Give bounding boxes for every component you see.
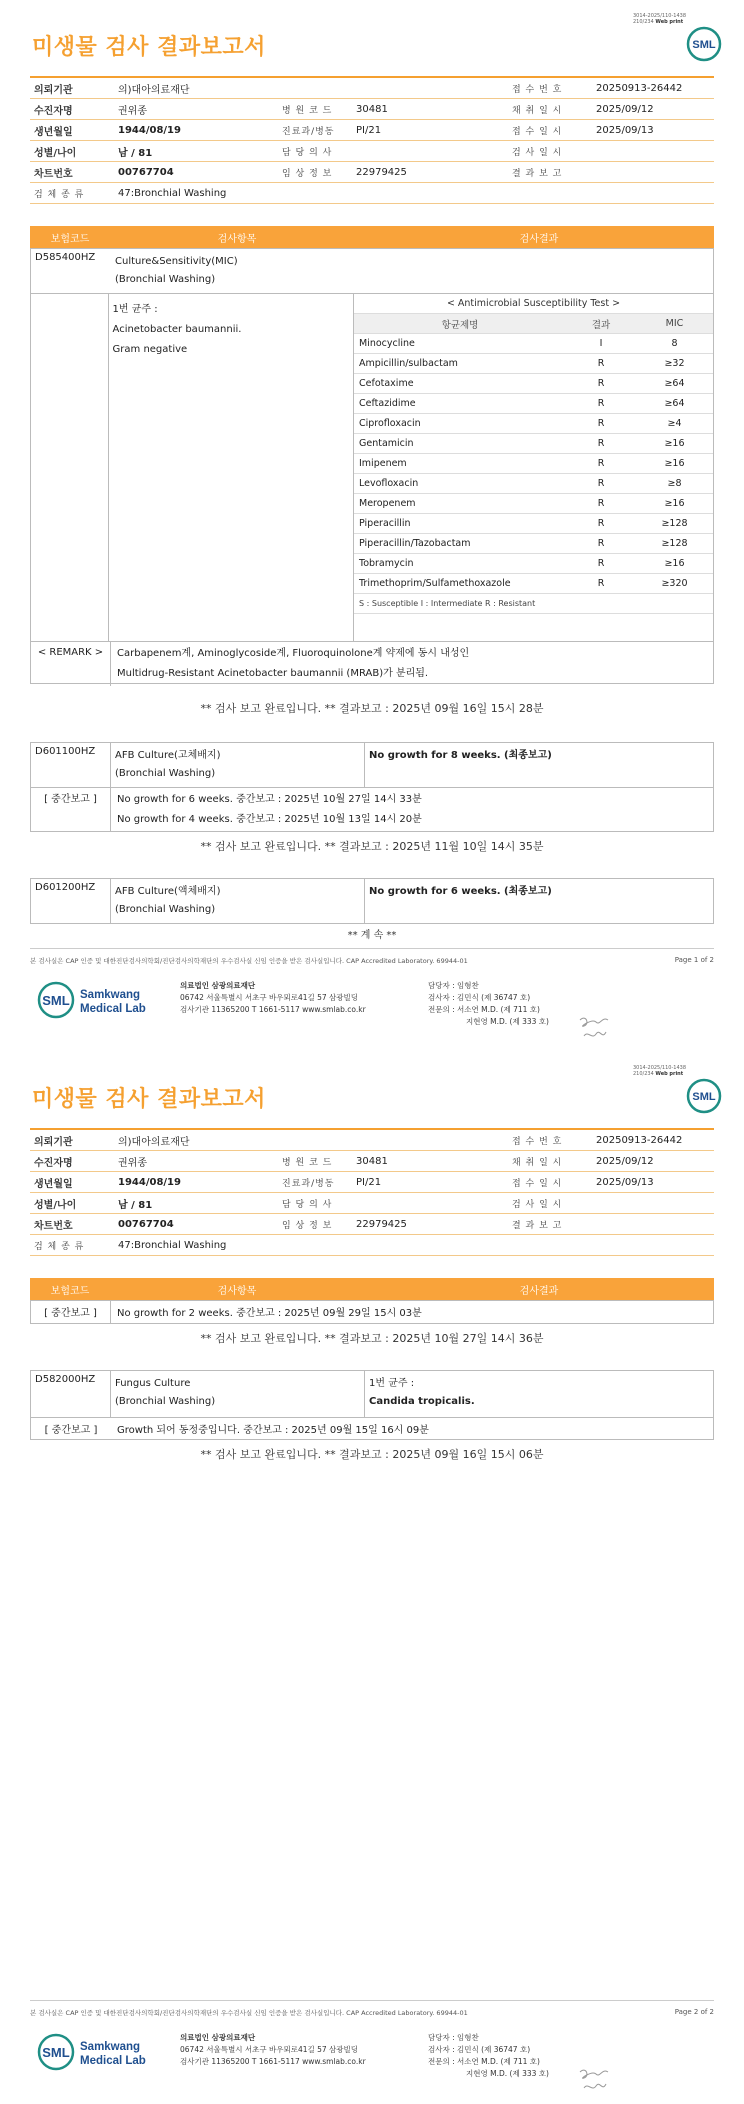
ast-mic: ≥4 bbox=[636, 414, 713, 434]
info-row bbox=[30, 183, 714, 204]
ast-row bbox=[354, 414, 713, 434]
samkwang-logo-icon bbox=[36, 980, 156, 1020]
info-label: 채 취 일 시 bbox=[508, 99, 592, 120]
test-result: No growth for 6 weeks. (최종보고) bbox=[369, 886, 552, 897]
info-label: 생년월일 bbox=[30, 120, 114, 141]
info-value: 권위종 bbox=[114, 99, 278, 120]
ast-result: R bbox=[566, 434, 636, 454]
test-code: D601200HZ bbox=[31, 879, 111, 923]
test-code: D582000HZ bbox=[31, 1371, 111, 1417]
signatory: 검사자 : 김민식 (제 36747 호) bbox=[428, 2045, 531, 2054]
interim-line: Growth 되어 동정중입니다. 중간보고 : 2025년 09월 15일 16시 09분 bbox=[117, 1425, 429, 1436]
signatory: 검사자 : 김민식 (제 36747 호) bbox=[428, 993, 531, 1002]
ast-mic: ≥320 bbox=[636, 574, 713, 594]
organism-name: Candida tropicalis. bbox=[369, 1396, 475, 1407]
header-code: 보험코드 bbox=[50, 233, 90, 245]
info-value: 남 / 81 bbox=[114, 1193, 278, 1214]
signatory: 전문의 : 서소연 M.D. (제 711 호) bbox=[428, 1005, 540, 1014]
test-specimen: (Bronchial Washing) bbox=[115, 1396, 216, 1407]
lab-contact: 검사기관 11365200 T 1661-5117 www.smlab.co.kr bbox=[180, 1005, 366, 1014]
ast-result: R bbox=[566, 354, 636, 374]
ast-drug: Gentamicin bbox=[354, 434, 566, 454]
ast-row bbox=[354, 574, 713, 594]
test-code: D585400HZ bbox=[35, 252, 96, 263]
ast-mic: ≥64 bbox=[636, 394, 713, 414]
signature-icon bbox=[578, 2062, 612, 2096]
lab-contact: 검사기관 11365200 T 1661-5117 www.smlab.co.kr bbox=[180, 2057, 366, 2066]
svg-text:Medical Lab: Medical Lab bbox=[80, 1003, 146, 1015]
info-value: 20250913-26442 bbox=[592, 1129, 714, 1151]
web-print-label: Web print bbox=[655, 19, 684, 25]
web-print-label: Web print bbox=[655, 1071, 684, 1077]
page-number: Page 2 of 2 bbox=[674, 2008, 714, 2016]
lab-address: 06742 서울특별시 서초구 바우뫼로41길 57 삼광빌딩 bbox=[180, 993, 359, 1002]
info-label: 성별/나이 bbox=[30, 1193, 114, 1214]
ast-drug: Ampicillin/sulbactam bbox=[354, 354, 566, 374]
info-label: 접 수 일 시 bbox=[508, 120, 592, 141]
ast-row bbox=[354, 334, 713, 354]
info-value bbox=[592, 141, 714, 162]
continued-note: ** 계 속 ** bbox=[347, 930, 397, 941]
info-label: 접 수 번 호 bbox=[508, 1129, 592, 1151]
ast-result: R bbox=[566, 574, 636, 594]
footer-accreditation: 본 검사실은 CAP 인증 및 대한진단검사의학회/진단검사의학재단의 우수검사실 신임 인증을 받은 검사실입니다. CAP Accredited Laboratory. 69944-01 bbox=[30, 2009, 468, 2017]
info-value bbox=[592, 1214, 714, 1235]
info-label: 진료과/병동 bbox=[278, 120, 352, 141]
info-value: PI/21 bbox=[352, 1172, 508, 1193]
remark-line: Multidrug-Resistant Acinetobacter baumannii (MRAB)가 분리됨. bbox=[117, 668, 429, 679]
svg-text:SML: SML bbox=[42, 2045, 70, 2060]
interim-label: [ 중간보고 ] bbox=[44, 1425, 98, 1436]
info-value: 22979425 bbox=[352, 1214, 508, 1235]
svg-text:SML: SML bbox=[692, 1091, 716, 1103]
info-label: 병 원 코 드 bbox=[278, 99, 352, 120]
info-value bbox=[592, 1193, 714, 1214]
info-label: 담 당 의 사 bbox=[278, 1193, 352, 1214]
info-value: 의)대아의료재단 bbox=[114, 77, 508, 99]
ast-result: R bbox=[566, 474, 636, 494]
result-section-header bbox=[30, 226, 714, 248]
test-name: Fungus Culture bbox=[115, 1378, 191, 1389]
ast-row bbox=[354, 374, 713, 394]
signatory: 전문의 : 서소연 M.D. (제 711 호) bbox=[428, 2057, 540, 2066]
svg-text:Samkwang: Samkwang bbox=[80, 989, 141, 1001]
info-label: 임 상 정 보 bbox=[278, 1214, 352, 1235]
organism-name: Acinetobacter baumannii. bbox=[112, 324, 242, 335]
info-label: 검 체 종 류 bbox=[30, 183, 114, 204]
signatories bbox=[428, 980, 549, 1028]
info-value: 20250913-26442 bbox=[592, 77, 714, 99]
info-row bbox=[30, 77, 714, 99]
signatory: 담당자 : 임형찬 bbox=[428, 981, 479, 990]
info-label: 차트번호 bbox=[30, 162, 114, 183]
ast-drug: Piperacillin/Tazobactam bbox=[354, 534, 566, 554]
interim-label: [ 중간보고 ] bbox=[31, 1301, 111, 1323]
header-result: 검사결과 bbox=[519, 233, 559, 245]
interim-line: No growth for 2 weeks. 중간보고 : 2025년 09월 29일 15시 03분 bbox=[117, 1308, 422, 1319]
lab-address: 06742 서울특별시 서초구 바우뫼로41길 57 삼광빌딩 bbox=[180, 2045, 359, 2054]
svg-text:SML: SML bbox=[692, 39, 716, 51]
ast-mic: ≥128 bbox=[636, 534, 713, 554]
info-label: 결 과 보 고 bbox=[508, 1214, 592, 1235]
sml-logo-icon bbox=[686, 1078, 722, 1114]
test-block-culture-sensitivity bbox=[30, 248, 714, 684]
info-value bbox=[352, 1193, 508, 1214]
info-label: 성별/나이 bbox=[30, 141, 114, 162]
header-item: 검사항목 bbox=[217, 233, 257, 245]
signatory: 담당자 : 임형찬 bbox=[428, 2033, 479, 2042]
info-value: 권위종 bbox=[114, 1151, 278, 1172]
info-value: 00767704 bbox=[114, 1214, 278, 1235]
info-row bbox=[30, 1193, 714, 1214]
interim-line: No growth for 6 weeks. 중간보고 : 2025년 10월 27일 14시 33분 bbox=[117, 794, 422, 805]
footer-divider bbox=[30, 948, 714, 949]
print-note bbox=[633, 1065, 686, 1077]
info-value: 의)대아의료재단 bbox=[114, 1129, 508, 1151]
ast-row bbox=[354, 534, 713, 554]
ast-result: I bbox=[566, 334, 636, 354]
info-label: 의뢰기관 bbox=[30, 77, 114, 99]
info-value: 30481 bbox=[352, 1151, 508, 1172]
ast-result: R bbox=[566, 494, 636, 514]
ast-row bbox=[354, 354, 713, 374]
info-row bbox=[30, 1129, 714, 1151]
ast-row bbox=[354, 434, 713, 454]
lab-info bbox=[180, 980, 366, 1016]
ast-title: < Antimicrobial Susceptibility Test > bbox=[354, 294, 713, 314]
test-specimen: (Bronchial Washing) bbox=[115, 274, 216, 285]
samkwang-logo-icon bbox=[36, 2032, 156, 2072]
interim-line: No growth for 4 weeks. 중간보고 : 2025년 10월 13일 14시 20분 bbox=[117, 814, 422, 825]
test-result: No growth for 8 weeks. (최종보고) bbox=[369, 750, 552, 761]
test-name: AFB Culture(액체배지) bbox=[115, 886, 221, 897]
info-label: 결 과 보 고 bbox=[508, 162, 592, 183]
info-value: PI/21 bbox=[352, 120, 508, 141]
remark-label: < REMARK > bbox=[31, 642, 111, 686]
print-id: 3014-2025/110-1438 bbox=[632, 1065, 686, 1071]
test-block-afb-liquid bbox=[30, 878, 714, 924]
test-code: D601100HZ bbox=[31, 743, 111, 787]
info-value: 1944/08/19 bbox=[114, 1172, 278, 1193]
info-value: 2025/09/12 bbox=[592, 99, 714, 120]
info-row bbox=[30, 162, 714, 183]
info-label: 생년월일 bbox=[30, 1172, 114, 1193]
organism-gram: Gram negative bbox=[112, 344, 188, 355]
info-label: 검 사 일 시 bbox=[508, 1193, 592, 1214]
header-item: 검사항목 bbox=[217, 1285, 257, 1297]
info-label: 차트번호 bbox=[30, 1214, 114, 1235]
print-note bbox=[633, 13, 686, 25]
info-value: 22979425 bbox=[352, 162, 508, 183]
ast-mic: ≥16 bbox=[636, 454, 713, 474]
footer-accreditation: 본 검사실은 CAP 인증 및 대한진단검사의학회/진단검사의학재단의 우수검사실 신임 인증을 받은 검사실입니다. CAP Accredited Laboratory. 69944-01 bbox=[30, 957, 468, 965]
info-value: 남 / 81 bbox=[114, 141, 278, 162]
info-value: 1944/08/19 bbox=[114, 120, 278, 141]
info-value: 47:Bronchial Washing bbox=[114, 183, 714, 204]
signature-icon bbox=[578, 1010, 612, 1044]
ast-drug: Cefotaxime bbox=[354, 374, 566, 394]
report-complete-note: ** 검사 보고 완료입니다. ** 결과보고 : 2025년 10월 27일 14시 36분 bbox=[200, 1332, 544, 1345]
test-specimen: (Bronchial Washing) bbox=[115, 904, 216, 915]
result-section-header bbox=[30, 1278, 714, 1300]
test-specimen: (Bronchial Washing) bbox=[115, 768, 216, 779]
ast-mic: ≥8 bbox=[636, 474, 713, 494]
header-result: 검사결과 bbox=[519, 1285, 559, 1297]
ast-result: R bbox=[566, 534, 636, 554]
ast-row bbox=[354, 474, 713, 494]
ast-result: R bbox=[566, 514, 636, 534]
info-row bbox=[30, 99, 714, 120]
info-label: 담 당 의 사 bbox=[278, 141, 352, 162]
report-title: 미생물 검사 결과보고서 bbox=[32, 1087, 266, 1112]
ast-row bbox=[354, 394, 713, 414]
info-row bbox=[30, 1151, 714, 1172]
lab-info bbox=[180, 2032, 366, 2068]
test-block-afb-solid bbox=[30, 742, 714, 832]
lab-name: 의료법인 삼광의료재단 bbox=[180, 981, 256, 990]
ast-mic: ≥64 bbox=[636, 374, 713, 394]
info-value bbox=[592, 162, 714, 183]
ast-drug: Imipenem bbox=[354, 454, 566, 474]
print-seq: 210/234 bbox=[632, 1071, 654, 1077]
ast-drug: Piperacillin bbox=[354, 514, 566, 534]
ast-header-mic: MIC bbox=[636, 314, 713, 334]
signatory: 지현영 M.D. (제 333 호) bbox=[466, 2069, 549, 2078]
ast-mic: ≥32 bbox=[636, 354, 713, 374]
ast-header-result: 결과 bbox=[566, 314, 636, 334]
info-value: 2025/09/13 bbox=[592, 120, 714, 141]
info-row bbox=[30, 141, 714, 162]
info-label: 의뢰기관 bbox=[30, 1129, 114, 1151]
patient-info-table bbox=[30, 1128, 714, 1256]
info-label: 채 취 일 시 bbox=[508, 1151, 592, 1172]
info-value bbox=[352, 141, 508, 162]
signatories bbox=[428, 2032, 549, 2080]
test-block-afb-liquid-interim bbox=[30, 1300, 714, 1324]
info-value: 2025/09/12 bbox=[592, 1151, 714, 1172]
ast-row bbox=[354, 454, 713, 474]
ast-mic: ≥16 bbox=[636, 434, 713, 454]
ast-row bbox=[354, 554, 713, 574]
ast-drug: Tobramycin bbox=[354, 554, 566, 574]
print-seq: 210/234 bbox=[632, 19, 654, 25]
report-page-2 bbox=[0, 1052, 744, 2104]
test-block-fungus-culture bbox=[30, 1370, 714, 1440]
svg-text:Samkwang: Samkwang bbox=[80, 2041, 141, 2053]
ast-mic: 8 bbox=[636, 334, 713, 354]
ast-drug: Ceftazidime bbox=[354, 394, 566, 414]
ast-table bbox=[354, 294, 713, 614]
ast-drug: Meropenem bbox=[354, 494, 566, 514]
print-id: 3014-2025/110-1438 bbox=[632, 13, 686, 19]
info-value: 30481 bbox=[352, 99, 508, 120]
info-label: 검 사 일 시 bbox=[508, 141, 592, 162]
info-label: 병 원 코 드 bbox=[278, 1151, 352, 1172]
info-value: 47:Bronchial Washing bbox=[114, 1235, 714, 1256]
organism-label: 1번 균주 : bbox=[112, 304, 158, 315]
info-row bbox=[30, 1214, 714, 1235]
info-value: 00767704 bbox=[114, 162, 278, 183]
ast-result: R bbox=[566, 394, 636, 414]
info-value: 2025/09/13 bbox=[592, 1172, 714, 1193]
info-label: 수진자명 bbox=[30, 1151, 114, 1172]
report-complete-note: ** 검사 보고 완료입니다. ** 결과보고 : 2025년 09월 16일 15시 28분 bbox=[200, 702, 544, 715]
test-name: AFB Culture(고체배지) bbox=[115, 750, 221, 761]
patient-info-table bbox=[30, 76, 714, 204]
ast-row bbox=[354, 514, 713, 534]
ast-result: R bbox=[566, 554, 636, 574]
info-label: 접 수 번 호 bbox=[508, 77, 592, 99]
svg-text:Medical Lab: Medical Lab bbox=[80, 2055, 146, 2067]
ast-result: R bbox=[566, 414, 636, 434]
report-complete-note: ** 검사 보고 완료입니다. ** 결과보고 : 2025년 11월 10일 14시 35분 bbox=[200, 840, 544, 853]
ast-mic: ≥128 bbox=[636, 514, 713, 534]
ast-drug: Trimethoprim/Sulfamethoxazole bbox=[354, 574, 566, 594]
sml-logo-icon bbox=[686, 26, 722, 62]
ast-legend: S : Susceptible I : Intermediate R : Resistant bbox=[354, 594, 713, 614]
info-label: 진료과/병동 bbox=[278, 1172, 352, 1193]
report-title: 미생물 검사 결과보고서 bbox=[32, 35, 266, 60]
info-row bbox=[30, 120, 714, 141]
info-label: 수진자명 bbox=[30, 99, 114, 120]
footer-divider bbox=[30, 2000, 714, 2001]
info-row bbox=[30, 1172, 714, 1193]
header-code: 보험코드 bbox=[50, 1285, 90, 1297]
lab-name: 의료법인 삼광의료재단 bbox=[180, 2033, 256, 2042]
ast-header-drug: 항균제명 bbox=[354, 314, 566, 334]
ast-mic: ≥16 bbox=[636, 554, 713, 574]
info-label: 접 수 일 시 bbox=[508, 1172, 592, 1193]
interim-label: [ 중간보고 ] bbox=[31, 788, 111, 832]
ast-drug: Ciprofloxacin bbox=[354, 414, 566, 434]
info-row bbox=[30, 1235, 714, 1256]
svg-text:SML: SML bbox=[42, 993, 70, 1008]
ast-row bbox=[354, 494, 713, 514]
ast-result: R bbox=[566, 454, 636, 474]
test-name: Culture&Sensitivity(MIC) bbox=[115, 256, 238, 267]
organism-label: 1번 균주 : bbox=[369, 1378, 415, 1389]
ast-result: R bbox=[566, 374, 636, 394]
info-label: 검 체 종 류 bbox=[30, 1235, 114, 1256]
ast-drug: Levofloxacin bbox=[354, 474, 566, 494]
signatory: 지현영 M.D. (제 333 호) bbox=[466, 1017, 549, 1026]
ast-drug: Minocycline bbox=[354, 334, 566, 354]
info-label: 임 상 정 보 bbox=[278, 162, 352, 183]
ast-mic: ≥16 bbox=[636, 494, 713, 514]
page-number: Page 1 of 2 bbox=[674, 956, 714, 964]
report-complete-note: ** 검사 보고 완료입니다. ** 결과보고 : 2025년 09월 16일 15시 06분 bbox=[200, 1448, 544, 1461]
remark-line: Carbapenem계, Aminoglycoside계, Fluoroquinolone계 약제에 동시 내성인 bbox=[117, 648, 470, 659]
